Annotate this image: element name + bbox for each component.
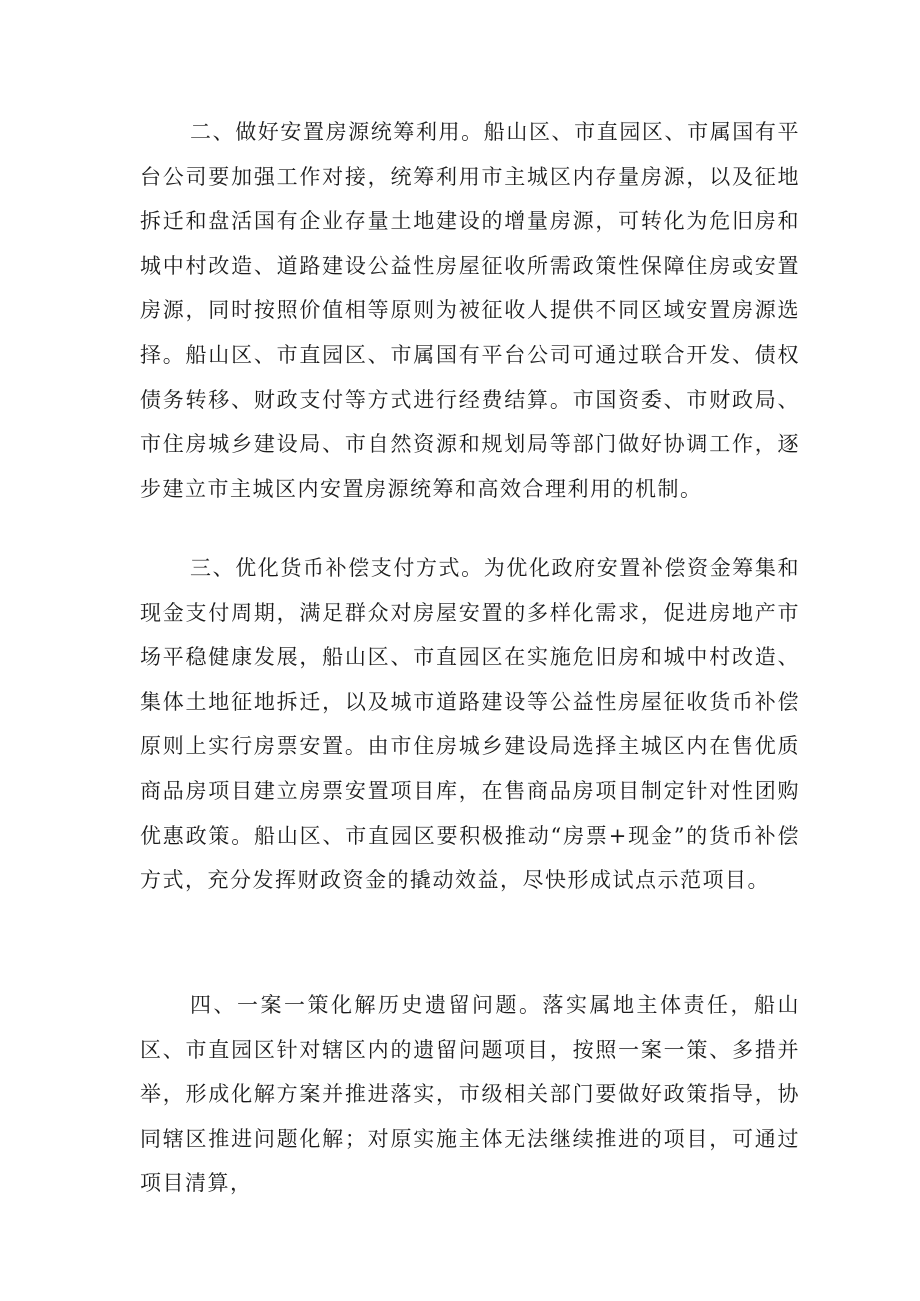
paragraph-historical-issues: 四、一案一策化解历史遗留问题。落实属地主体责任，船山区、市直园区针对辖区内的遗留问题项目，按照一案一策、多措并举，形成化解方案并推进落实，市级相关部门要做好政策指导，协同辖区推进问题化解；对原实施主体无法继续推进的项目，可通过项目清算，	[140, 993, 800, 1196]
paragraph-monetary-compensation: 三、优化货币补偿支付方式。为优化政府安置补偿资金筹集和现金支付周期，满足群众对房屋安置的多样化需求，促进房地产市场平稳健康发展，船山区、市直园区在实施危旧房和城中村改造、集体土地征地拆迁，以及城市道路建设等公益性房屋征收货币补偿原则上实行房票安置。由市住房城乡建设局选择主城区内在售优质商品房项目建立房票安置项目库，在售商品房项目制定针对性团购优惠政策。船山区、市直园区要积极推动“房票+现金”的货币补偿方式，充分发挥财政资金的撬动效益，尽快形成试点示范项目。	[140, 556, 800, 893]
paragraph-housing-source-coordination: 二、做好安置房源统筹利用。船山区、市直园区、市属国有平台公司要加强工作对接，统筹利用市主城区内存量房源，以及征地拆迁和盘活国有企业存量土地建设的增量房源，可转化为危旧房和城中村改造、道路建设公益性房屋征收所需政策性保障住房或安置房源，同时按照价值相等原则为被征收人提供不同区域安置房源选择。船山区、市直园区、市属国有平台公司可通过联合开发、债权债务转移、财政支付等方式进行经费结算。市国资委、市财政局、市住房城乡建设局、市自然资源和规划局等部门做好协调工作，逐步建立市主城区内安置房源统筹和高效合理利用的机制。	[140, 120, 800, 501]
